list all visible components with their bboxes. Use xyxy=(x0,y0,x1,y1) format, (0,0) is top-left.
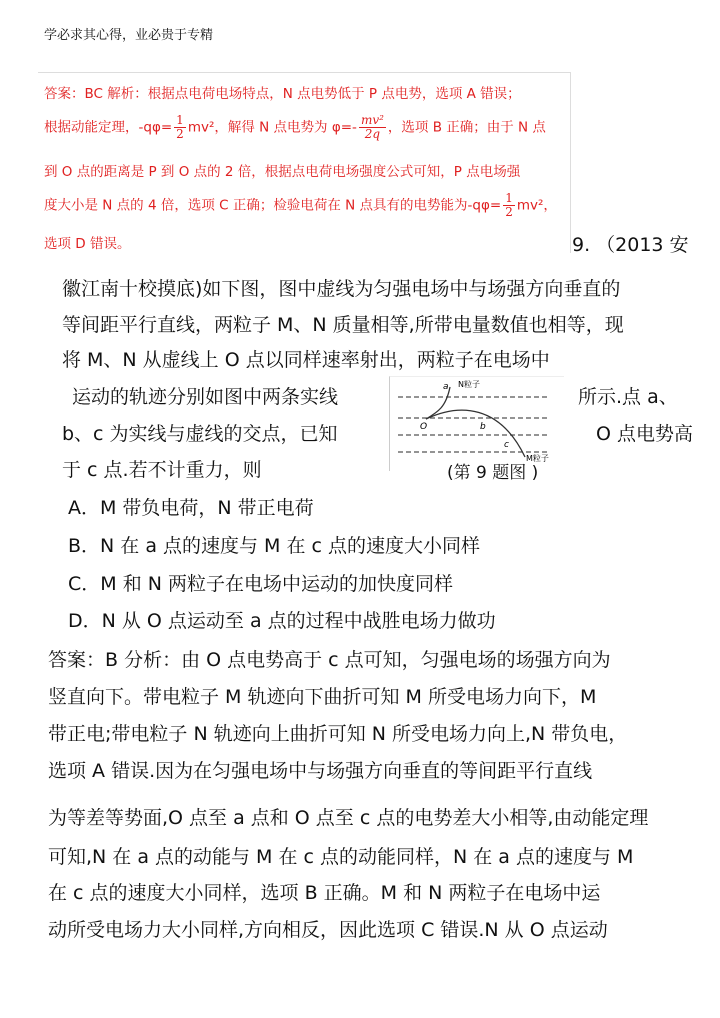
question-line: 运动的轨迹分别如图中两条实线 xyxy=(72,386,339,408)
fraction xyxy=(503,192,515,219)
field-diagram xyxy=(390,377,564,471)
text: mv²， xyxy=(516,197,557,214)
numerator: mv² xyxy=(360,113,384,127)
denominator: 2q xyxy=(364,127,381,141)
prev-answer-line xyxy=(44,192,557,219)
trajectory-figure xyxy=(389,376,564,471)
option-a: A．M 带负电荷，N 带正电荷 xyxy=(68,497,314,519)
text: 度大小是 N 点的 4 倍，选项 C 正确；检验电荷在 N 点具有的电势能为-qφ= xyxy=(44,197,502,214)
denominator: 2 xyxy=(176,127,184,141)
answer-line: 动所受电场力大小同样,方向相反，因此选项 C 错误.N 从 O 点运动 xyxy=(48,919,608,941)
text: 根据动能定理，-qφ= xyxy=(44,119,173,136)
answer-line: 在 c 点的速度大小同样，选项 B 正确。M 和 N 两粒子在电场中运 xyxy=(48,882,601,904)
option-c: C．M 和 N 两粒子在电场中运动的加快度同样 xyxy=(68,573,453,595)
label-o: O xyxy=(420,422,428,432)
prev-answer-line: 选项 D 错误。 xyxy=(44,236,131,252)
page-header: 学必求其心得，业必贵于专精 xyxy=(44,28,214,43)
question-number: 9. （2013 安 xyxy=(572,234,689,256)
question-line: O 点电势高 xyxy=(596,423,693,445)
question-line: 等间距平行直线，两粒子 M、N 质量相等,所带电量数值也相等，现 xyxy=(62,314,624,336)
fraction xyxy=(359,114,386,141)
question-line: 将 M、N 从虚线上 O 点以同样速率射出，两粒子在电场中 xyxy=(62,349,550,371)
prev-answer-line: 答案：BC 解析：根据点电荷电场特点，N 点电势低于 P 点电势，选项 A 错误； xyxy=(44,86,521,102)
label-a: a xyxy=(443,382,449,392)
answer-line: 带正电;带电粒子 N 轨迹向上曲折可知 N 所受电场力向上,N 带负电， xyxy=(48,723,628,745)
answer-line: 选项 A 错误.因为在匀强电场中与场强方向垂直的等间距平行直线 xyxy=(48,760,593,782)
numerator: 1 xyxy=(505,191,513,205)
question-line: b、c 为实线与虚线的交点，已知 xyxy=(62,423,338,445)
answer-line: 竖直向下。带电粒子 M 轨迹向下曲折可知 M 所受电场力向下，M xyxy=(48,686,597,708)
option-d: D．N 从 O 点运动至 a 点的过程中战胜电场力做功 xyxy=(68,610,496,632)
answer-line: 可知,N 在 a 点的动能与 M 在 c 点的动能同样，N 在 a 点的速度与 M xyxy=(48,846,634,868)
option-b: B．N 在 a 点的速度与 M 在 c 点的速度大小同样 xyxy=(68,535,481,557)
numerator: 1 xyxy=(176,113,184,127)
answer-line: 为等差等势面,O 点至 a 点和 O 点至 c 点的电势差大小相等,由动能定理 xyxy=(48,807,649,829)
denominator: 2 xyxy=(505,205,513,219)
question-line: 于 c 点.若不计重力，则 xyxy=(62,459,262,481)
figure-caption: (第 9 题图 ) xyxy=(447,463,539,483)
answer-line: 答案：B 分析：由 O 点电势高于 c 点可知，匀强电场的场强方向为 xyxy=(48,649,611,671)
fraction xyxy=(174,114,186,141)
prev-answer-line: 到 O 点的距离是 P 到 O 点的 2 倍，根据点电荷电场强度公式可知，P 点电场强 xyxy=(44,164,521,180)
m-trajectory xyxy=(426,410,525,457)
text: ，选项 B 正确；由于 N 点 xyxy=(387,119,546,136)
prev-answer-line xyxy=(44,114,546,141)
label-m: M粒子 xyxy=(526,454,549,463)
label-n: N粒子 xyxy=(458,380,480,389)
label-c: c xyxy=(504,440,509,450)
label-b: b xyxy=(480,422,486,432)
text: mv²，解得 N 点电势为 φ=- xyxy=(187,119,357,136)
question-line: 徽江南十校摸底)如下图，图中虚线为匀强电场中与场强方向垂直的 xyxy=(62,278,621,300)
question-line: 所示.点 a、 xyxy=(578,386,678,408)
